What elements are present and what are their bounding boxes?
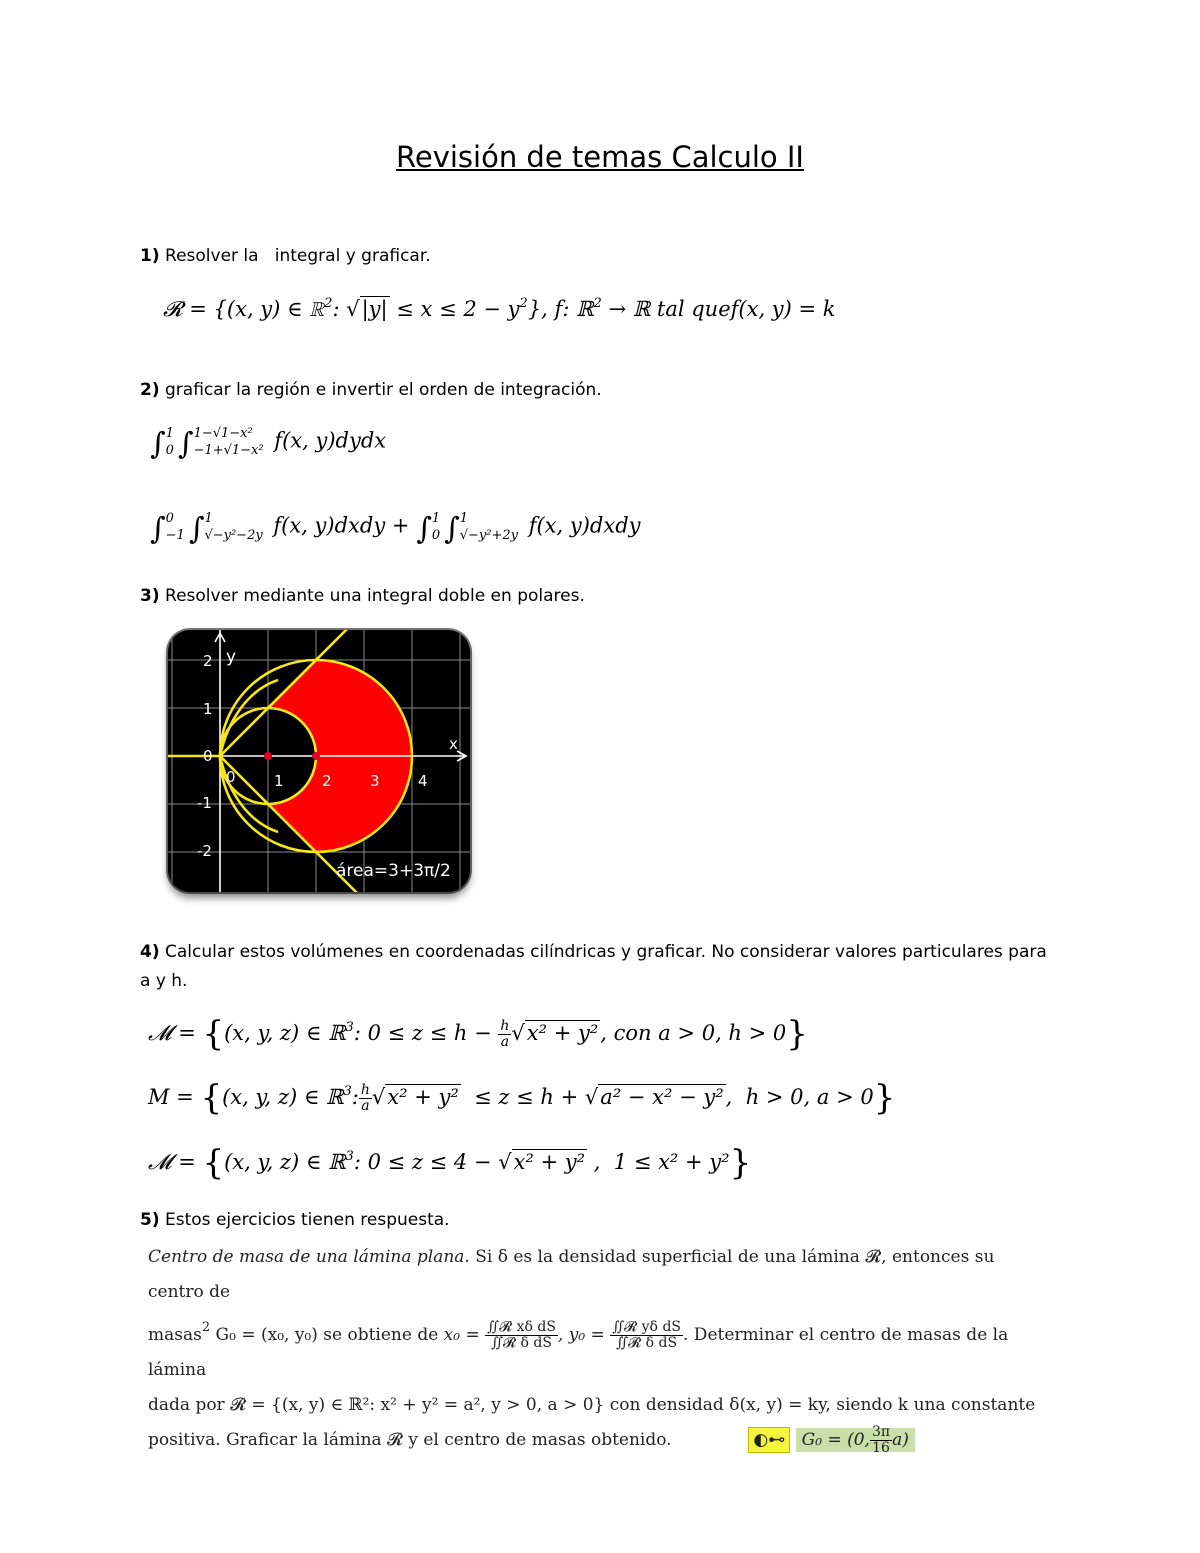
- question-text: Calcular estos volúmenes en coordenadas cilíndricas y graficar. No considerar valores particulares para: [165, 942, 1047, 962]
- formula-part: 𝓜 =: [148, 1021, 203, 1045]
- question-4: [140, 938, 1070, 996]
- question-1: [140, 246, 431, 266]
- formula-region-R: 𝓡 = {(x, y) ∈ ℝ$^2$: $√|y| \le x \le 2 - y^2$}, f: ℝ$^2$ → ℝ tal quef(x, y) = k: [163, 296, 836, 321]
- formula-part: : 0 ≤ z ≤ 4 −: [353, 1150, 499, 1174]
- question-2: [140, 380, 602, 400]
- fraction-denominator: ∬𝓡 δ dS: [491, 1335, 552, 1351]
- x-tick-label: 4: [418, 772, 428, 790]
- formula-part: f: ℝ: [554, 297, 594, 321]
- question-number: 2): [140, 380, 160, 400]
- limit: 0: [431, 528, 441, 543]
- formula-part: {: [202, 1143, 225, 1183]
- question-5: [140, 1210, 450, 1230]
- formula-part: (x, y, z) ∈ ℝ: [224, 1150, 346, 1174]
- formula-part: x² + y²: [387, 1085, 459, 1109]
- limit: −1: [165, 528, 185, 543]
- question-number: 5): [140, 1210, 160, 1230]
- x-tick-label: 3: [370, 772, 380, 790]
- center-point-1: [264, 752, 272, 760]
- paragraph-text: , y₀ =: [557, 1325, 611, 1345]
- key-icon: ◐⊷: [748, 1427, 790, 1453]
- formula-part: → ℝ tal quef(x, y) = k: [601, 297, 836, 321]
- paragraph-text: x₀ =: [443, 1325, 486, 1345]
- paragraph-line-1: [148, 1240, 1038, 1310]
- formula-part: (x, y, z) ∈ ℝ: [222, 1085, 344, 1109]
- limit: 1: [459, 511, 469, 526]
- answer-box: [796, 1424, 915, 1456]
- formula-part: 3: [343, 1084, 352, 1099]
- formula-part: }: [786, 1014, 808, 1054]
- question-text: Estos ejercicios tienen respuesta.: [165, 1210, 450, 1230]
- limit: 1: [204, 511, 213, 526]
- question-text: graficar la región e invertir el orden de integración.: [165, 380, 602, 400]
- limit: −1+√1−x²: [193, 443, 264, 458]
- integral-1: ∫ 1 0 ∫ 1−√1−x² −1+√1−x² f(x, y)dydx: [150, 426, 387, 462]
- fraction-denominator: ∬𝓡 δ dS: [616, 1335, 678, 1351]
- volume-2: M = {(x, y, z) ∈ ℝ$^3$: $\frac{h}{a}$ √x² + y² ≤ z ≤ h + √a² − x² − y², h > 0, a > 0}: [148, 1078, 896, 1118]
- area-label: área=3+3π/2: [336, 861, 451, 881]
- page-title: Revisión de temas Calculo II: [396, 140, 804, 174]
- limit: √−y²−2y: [204, 528, 263, 543]
- formula-part: |y|: [361, 297, 388, 321]
- answer-part: a): [892, 1430, 909, 1450]
- paragraph-line-2: [148, 1310, 1038, 1388]
- x-tick-label: 0: [226, 768, 236, 786]
- question-text: Resolver la integral y graficar.: [165, 246, 431, 266]
- question-3: [140, 586, 585, 606]
- fraction-numerator: ∬𝓡 xδ dS: [487, 1319, 556, 1335]
- answer-part: G₀ = (0,: [801, 1430, 870, 1450]
- formula-part: {: [200, 1078, 223, 1118]
- limit: 0: [165, 443, 174, 458]
- volume-1: 𝓜 = {(x, y, z) ∈ ℝ$^3$: 0 ≤ z ≤ h − $\frac{h}{a}$ √x² + y², con a > 0, h > 0}: [148, 1014, 808, 1054]
- limit: √−y²+2y: [459, 528, 518, 543]
- question-number: 3): [140, 586, 160, 606]
- formula-part: :: [332, 297, 347, 321]
- fraction-numerator: 3π: [871, 1424, 891, 1440]
- formula-part: M =: [148, 1085, 201, 1109]
- formula-part: :: [351, 1085, 359, 1109]
- paragraph-text: . Determinar el centro de masas de la lámina: [148, 1325, 1009, 1380]
- formula-part: 2: [593, 296, 602, 311]
- question-text: Resolver mediante una integral doble en polares.: [165, 586, 585, 606]
- x-axis-label: x: [449, 735, 458, 753]
- x-tick-label: 1: [274, 772, 284, 790]
- formula-part: ≤ z ≤ h +: [460, 1085, 585, 1109]
- paragraph-line-4: [148, 1423, 1038, 1458]
- fraction-numerator: ∬𝓡 yδ dS: [612, 1319, 681, 1335]
- limit: 1: [165, 426, 174, 441]
- integrand: f(x, y)dydx: [274, 428, 387, 453]
- formula-part: , con a > 0, h > 0: [600, 1021, 787, 1045]
- formula-part: x² + y²: [526, 1021, 599, 1045]
- formula-part: 2: [519, 296, 528, 311]
- formula-part: 3: [345, 1020, 354, 1035]
- formula-part: , h > 0, a > 0: [725, 1085, 874, 1109]
- formula-part: 2: [324, 296, 333, 311]
- formula-part: , 1 ≤ x² + y²: [587, 1150, 730, 1174]
- formula-part: a² − x² − y²: [600, 1085, 724, 1109]
- plus-sign: +: [391, 513, 410, 538]
- formula-part: {: [202, 1014, 225, 1054]
- limit: 1−√1−x²: [193, 426, 253, 441]
- y-axis-label: y: [226, 647, 237, 667]
- fraction-denominator: a: [500, 1034, 510, 1050]
- formula-part: x² + y²: [513, 1150, 586, 1174]
- fraction-numerator: h: [360, 1082, 370, 1098]
- paragraph-text: G₀ = (x₀, y₀) se obtiene de: [210, 1325, 444, 1345]
- formula-part: }: [873, 1078, 896, 1118]
- y-tick-label: 2: [203, 652, 213, 670]
- fraction-denominator: 16: [872, 1440, 890, 1456]
- question-number: 4): [140, 942, 160, 962]
- paragraph-line-3: [148, 1388, 1038, 1423]
- formula-part: 3: [345, 1149, 354, 1164]
- formula-part: (x, y, z) ∈ ℝ: [224, 1021, 346, 1045]
- paragraph-text: dada por 𝓡 = {(x, y) ∈ ℝ²: x² + y² = a², y > 0, a > 0} con densidad δ(x, y) = ky, siendo k una constante: [148, 1395, 1036, 1415]
- center-of-mass-paragraph: [148, 1240, 1038, 1458]
- formula-part: 𝓡 = {(x, y) ∈ ℝ: [163, 297, 325, 321]
- integrand: f(x, y)dxdy: [528, 513, 641, 538]
- integrand: f(x, y)dxdy: [273, 513, 386, 538]
- formula-part: },: [527, 297, 548, 321]
- formula-part: ≤ x ≤ 2 − y: [389, 297, 520, 321]
- formula-part: 𝓜 =: [148, 1150, 203, 1174]
- footnote-marker: 2: [201, 1320, 211, 1335]
- limit: 0: [165, 511, 174, 526]
- graph-svg: [168, 630, 470, 892]
- y-tick-label: 1: [203, 700, 213, 718]
- volume-3: 𝓜 = {(x, y, z) ∈ ℝ$^3$: 0 ≤ z ≤ 4 − √x² + y² , 1 ≤ x² + y²}: [148, 1143, 752, 1183]
- paragraph-text: Si δ es la densidad superficial de una lámina 𝓡, entonces su centro de: [148, 1247, 995, 1302]
- question-text-line2: a y h.: [140, 971, 188, 991]
- formula-part: : 0 ≤ z ≤ h −: [353, 1021, 499, 1045]
- polar-region-graph: [168, 630, 470, 892]
- x-tick-label: 2: [322, 772, 332, 790]
- italic-lead: Centro de masa de una lámina plana.: [148, 1247, 470, 1267]
- formula-part: }: [729, 1143, 752, 1183]
- question-number: 1): [140, 246, 160, 266]
- paragraph-text: positiva. Graficar la lámina 𝓡 y el centro de masas obtenido.: [148, 1430, 672, 1450]
- y-tick-label: -2: [197, 842, 212, 860]
- y-tick-label: -1: [197, 794, 212, 812]
- center-point-2: [312, 752, 320, 760]
- fraction-denominator: a: [361, 1098, 370, 1114]
- limit: 1: [431, 511, 441, 526]
- fraction-numerator: h: [500, 1018, 510, 1034]
- integral-2: ∫ 0 −1 ∫ 1 √−y²−2y f(x, y)dxdy + ∫ 1 0 ∫ 1 √−y²+2y f(x, y)dxdy: [150, 511, 641, 547]
- paragraph-text: masas: [148, 1325, 202, 1345]
- y-tick-label: 0: [203, 747, 213, 765]
